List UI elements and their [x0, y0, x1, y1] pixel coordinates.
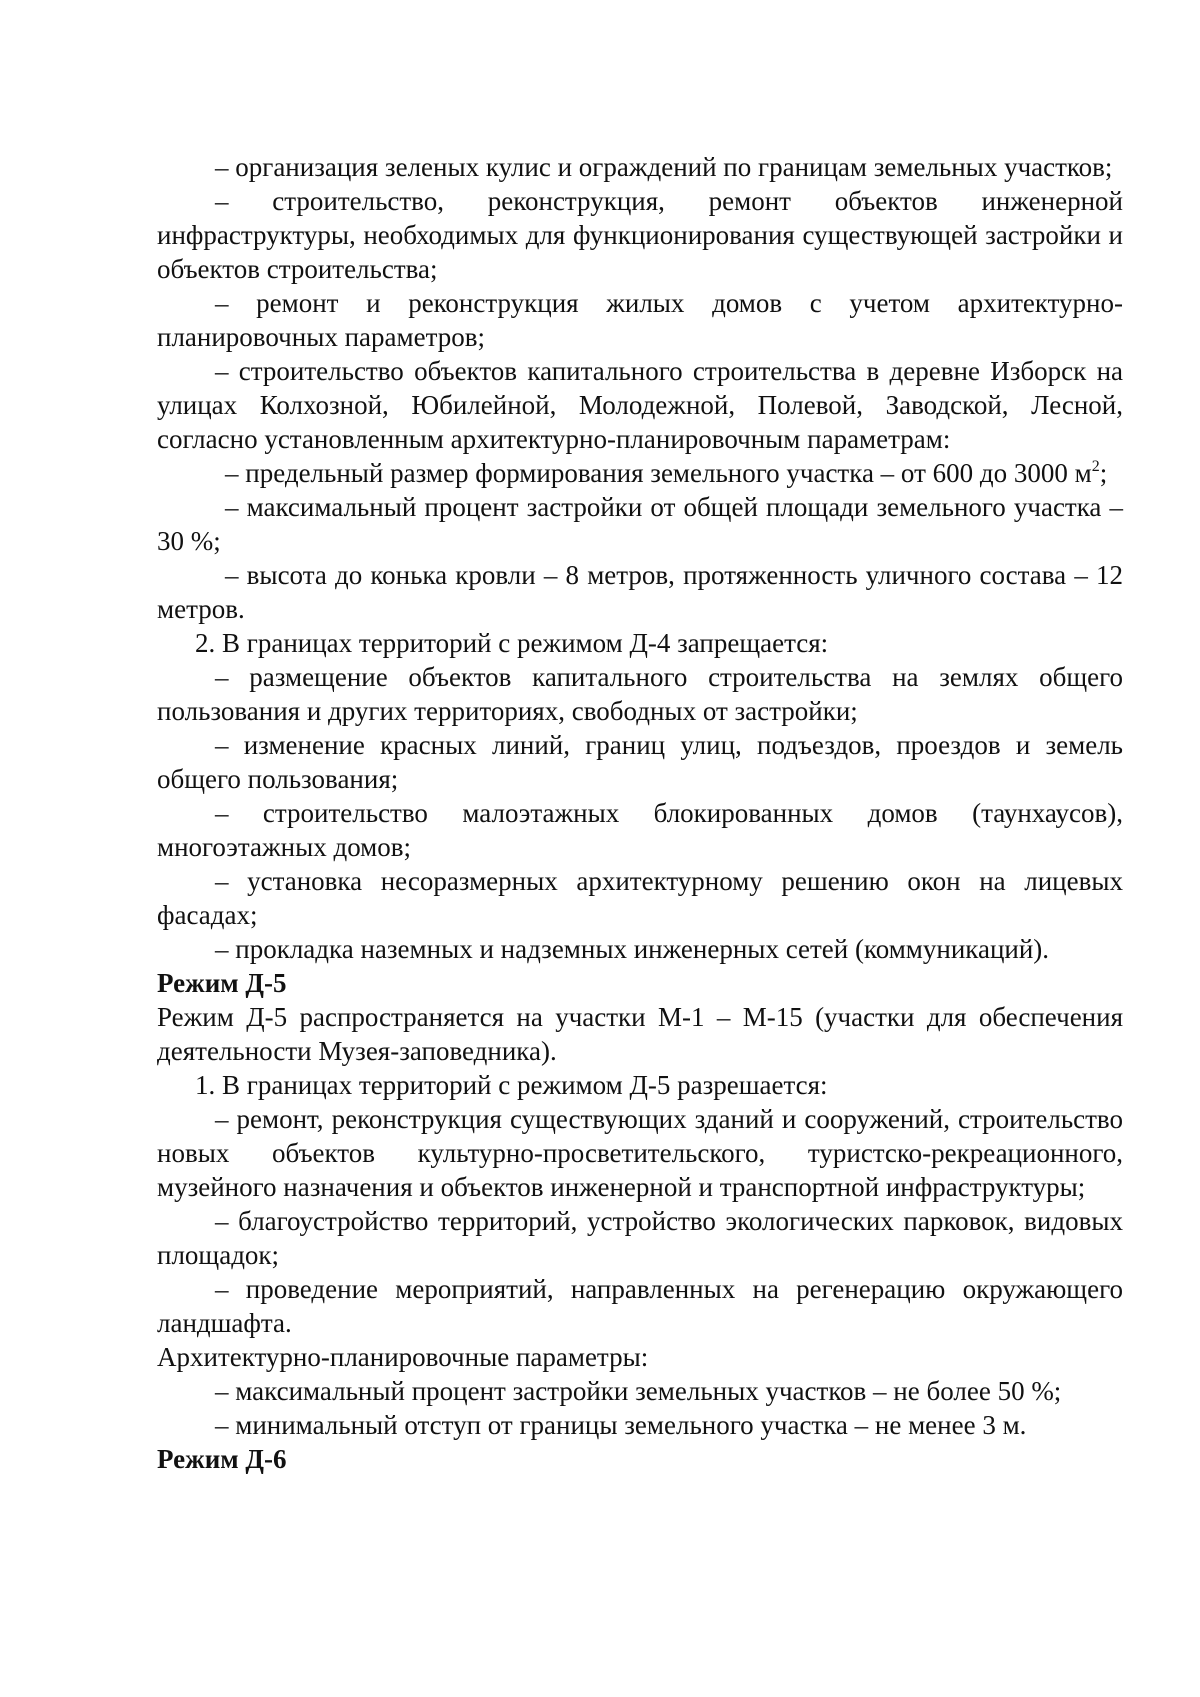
bullet-d5-landscaping: – благоустройство территорий, устройство экологических парковок, видовых площадок;	[157, 1206, 1123, 1270]
arch-params-label: Архитектурно-планировочные параметры:	[157, 1342, 649, 1372]
document-body	[157, 150, 1123, 1476]
bullet-townhouses: – строительство малоэтажных блокированных домов (таунхаусов), многоэтажных домов;	[157, 798, 1123, 862]
section-heading-d6: Режим Д-6	[157, 1444, 287, 1474]
d5-scope-paragraph: Режим Д-5 распространяется на участки М-1 – М-15 (участки для обеспечения деятельности Музея-заповедника).	[157, 1002, 1123, 1066]
plot-size-text: – предельный размер формирования земельного участка – от 600 до 3000 м	[225, 458, 1092, 488]
section-heading-d5: Режим Д-5	[157, 968, 287, 998]
square-superscript: 2	[1091, 458, 1100, 475]
plot-size-tail: ;	[1099, 458, 1108, 488]
bullet-house-repair: – ремонт и реконструкция жилых домов с учетом архитектурно-планировочных параметров;	[157, 288, 1123, 352]
bullet-d5-max-percent: – максимальный процент застройки земельных участков – не более 50 %;	[215, 1376, 1062, 1406]
bullet-green-screens: – организация зеленых кулис и ограждений по границам земельных участков;	[215, 152, 1113, 182]
bullet-d5-regeneration: – проведение мероприятий, направленных на регенерацию окружающего ландшафта.	[157, 1274, 1123, 1338]
bullet-windows: – установка несоразмерных архитектурному решению окон на лицевых фасадах;	[157, 866, 1123, 930]
numbered-item-d4-prohibited: 2. В границах территорий с режимом Д-4 запрещается:	[195, 628, 829, 658]
bullet-d5-repair-construction: – ремонт, реконструкция существующих зданий и сооружений, строительство новых объектов культурно-просветительского, туристско-рекреационного, музейного назначения и объектов инженерной и транспортной инфраструктуры;	[157, 1104, 1123, 1202]
numbered-item-d5-allowed: 1. В границах территорий с режимом Д-5 разрешается:	[195, 1070, 828, 1100]
bullet-izborsk-construction: – строительство объектов капитального строительства в деревне Изборск на улицах Колхозной, Юбилейной, Молодежной, Полевой, Заводской, Лесной, согласно установленным архитектурно-планировочным параметрам:	[157, 356, 1123, 454]
bullet-red-lines-change: – изменение красных линий, границ улиц, подъездов, проездов и земель общего пользования;	[157, 730, 1123, 794]
bullet-d5-min-offset: – минимальный отступ от границы земельного участка – не менее 3 м.	[215, 1410, 1027, 1440]
sub-bullet-build-percent: – максимальный процент застройки от общей площади земельного участка – 30 %;	[157, 492, 1123, 556]
bullet-networks: – прокладка наземных и надземных инженерных сетей (коммуникаций).	[215, 934, 1050, 964]
sub-bullet-plot-size	[157, 456, 1123, 490]
sub-bullet-roof-height: – высота до конька кровли – 8 метров, протяженность уличного состава – 12 метров.	[157, 560, 1123, 624]
bullet-placement-common-land: – размещение объектов капитального строительства на землях общего пользования и других территориях, свободных от застройки;	[157, 662, 1123, 726]
bullet-engineering-infrastructure: – строительство, реконструкция, ремонт объектов инженерной инфраструктуры, необходимых для функционирования существующей застройки и объектов строительства;	[157, 186, 1123, 284]
